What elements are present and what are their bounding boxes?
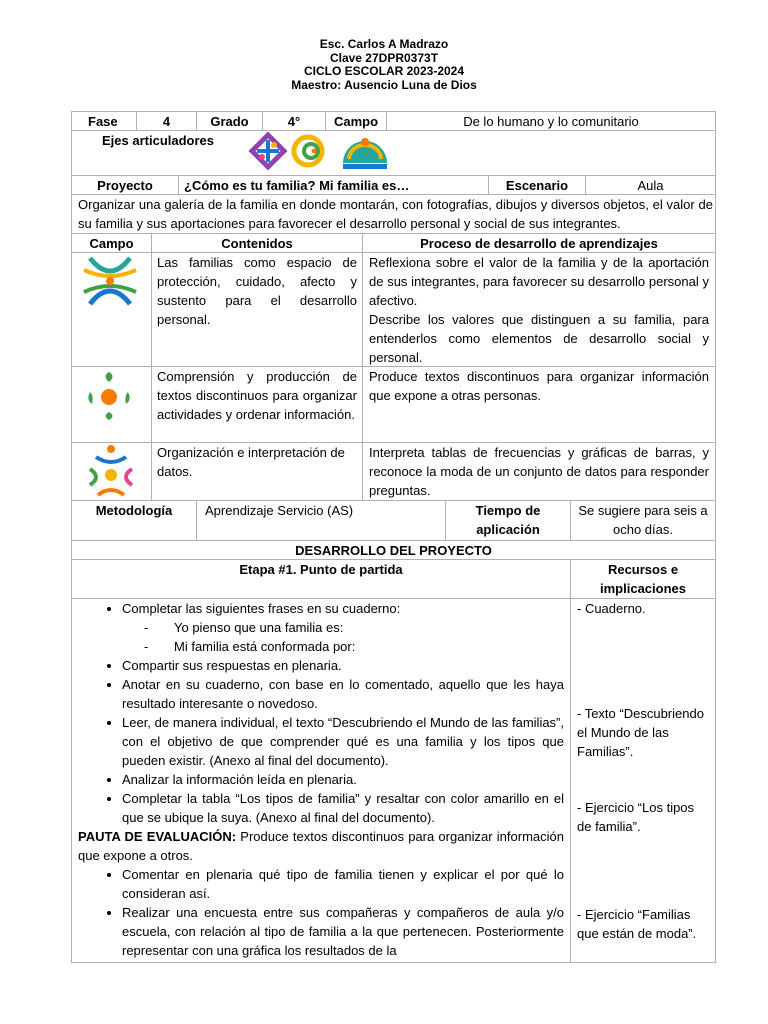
proyecto-value: ¿Cómo es tu familia? Mi familia es… [184,178,410,193]
recurso-ejercicio-tipos: - Ejercicio “Los tipos de familia”. [577,800,695,834]
pauta-text: Produce textos discontinuos para organizar información que expone a otros. [78,829,564,863]
list-item: • Compartir sus respuestas en plenaria. [122,656,564,675]
recurso-cuaderno: - Cuaderno. [577,601,646,616]
school-name: Esc. Carlos A Madrazo [319,37,449,51]
proceso-row-3: Interpreta tablas de frecuencias y gráficas de barras, y reconoce la moda de un conjunto de datos para responder preguntas. [369,445,709,498]
list-item: • Realizar una encuesta entre sus compañeras y compañeros de aula y/o escuela, con relación al tipo de familia a la que pertenecen. Posteriormente representar con una gráfica los resultados de la [122,903,564,960]
escenario-value: Aula [637,178,664,193]
grado-value: 4° [287,114,301,129]
contenidos-header: Contenidos [221,236,293,251]
list-item: - Mi familia está conformada por: [144,637,564,656]
school-maestro: Maestro: Ausencio Luna de Dios [291,77,477,92]
recurso-ejercicio-moda: - Ejercicio “Familias que están de moda”. [577,907,697,941]
ejes-icons [248,131,398,173]
document-header [0,38,768,92]
contenido-row-2: Comprensión y producción de textos discontinuos para organizar actividades y ordenar información. [157,369,357,422]
school-clave: Clave 27DPR0373T [329,50,439,65]
campo-label: Campo [333,114,379,129]
list-item: • Leer, de manera individual, el texto “Descubriendo el Mundo de las familias”, con el objetivo de que comprender qué es una familia y los tipos que pueden existir. (Anexo al final del documento). [122,713,564,770]
proceso-row-1-text-1: Reflexiona sobre el valor de la familia y de la aportación de sus integrantes, para favorecer su desarrollo personal y afectivo. [369,255,709,308]
list-item: • Analizar la información leída en plenaria. [122,770,564,789]
fase-label: Fase [88,114,118,129]
inclusion-icon [252,135,284,167]
proceso-row-1 [363,253,715,366]
pauta-label: PAUTA DE EVALUACIÓN: [78,829,237,844]
contenido-row-3: Organización e interpretación de datos. [157,445,345,479]
tiempo-value: Se sugiere para seis a ocho días. [578,503,708,537]
saberes-pensamiento-cientifico-icon [84,443,138,499]
recurso-texto: - Texto “Descubriendo el Mundo de las Familias”. [577,706,704,759]
proceso-row-1-text-2: Describe los valores que distinguen a su familia, para entenderlos como elementos de desarrollo social y personal. [369,312,709,365]
ejes-icons-svg [248,131,398,173]
metodologia-value: Aprendizaje Servicio (AS) [205,503,354,518]
list-item [122,599,564,656]
grado-label: Grado [210,114,249,129]
escenario-label: Escenario [505,178,569,193]
desarrollo-title: DESARROLLO DEL PROYECTO [295,543,492,558]
list-item: - Yo pienso que una familia es: [144,618,564,637]
campo-value: De lo humano y lo comunitario [463,114,639,129]
recursos-column [571,599,715,961]
vida-saludable-icon [343,138,387,169]
list-item: • Anotar en su cuaderno, con base en lo comentado, aquello que les haya resultado interesante o novedoso. [122,675,564,713]
pauta-evaluacion [78,827,564,865]
actividad-1: Completar las siguientes frases en su cuaderno: [122,601,401,616]
tiempo-label: Tiempo de aplicación [475,503,541,537]
contenido-row-1: Las familias como espacio de protección, cuidado, afecto y sustento para el desarrollo personal. [157,255,357,327]
etapa-actividades [72,599,570,961]
fase-value: 4 [162,114,171,129]
school-ciclo: CICLO ESCOLAR 2023-2024 [303,64,465,78]
lenguajes-icon [84,368,134,422]
proceso-header: Proceso de desarrollo de aprendizajes [420,236,658,251]
ejes-label: Ejes articuladores [102,133,214,148]
metodologia-label: Metodología [95,503,173,518]
proyecto-label: Proyecto [97,178,153,193]
proceso-row-2: Produce textos discontinuos para organizar información que expone a otras personas. [369,369,709,403]
recursos-header: Recursos e implicaciones [600,562,686,596]
pensamiento-critico-icon [294,137,322,165]
proyecto-descripcion: Organizar una galería de la familia en donde montarán, con fotografías, dibujos y diversos objetos, el valor de su familia y sus aportaciones para favorecer el desarrollo personal y social de sus integrantes. [78,197,713,231]
etapa-title: Etapa #1. Punto de partida [239,562,403,577]
list-item: • Comentar en plenaria qué tipo de familia tienen y explicar el por qué lo consideran así. [122,865,564,903]
list-item: • Completar la tabla “Los tipos de familia” y resaltar con color amarillo en el que se ubique la suya. (Anexo al final del documento). [122,789,564,827]
campo-header: Campo [89,236,134,251]
humano-comunitario-icon [80,254,140,308]
